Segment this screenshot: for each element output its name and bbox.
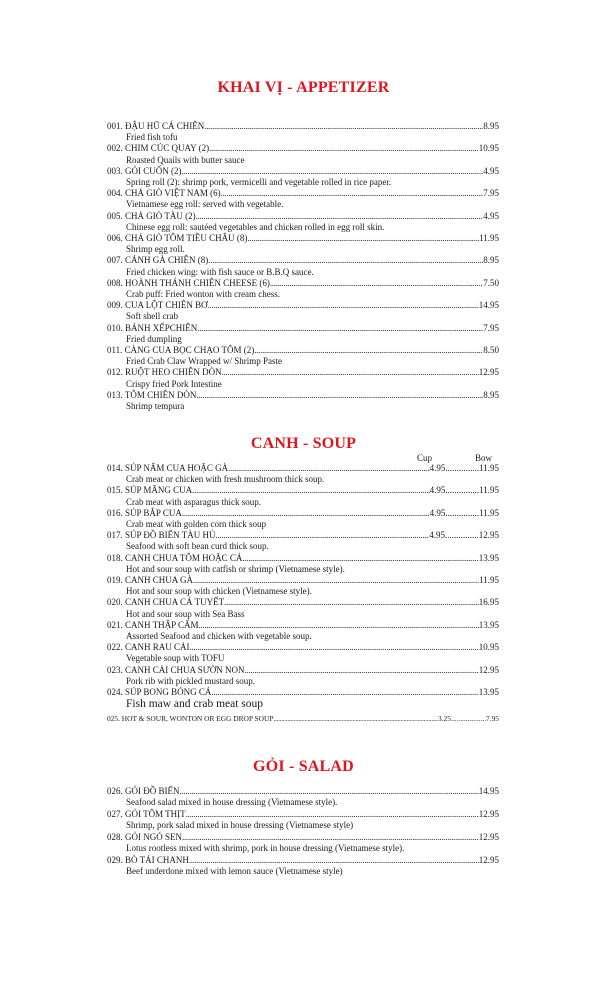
appetizer-item bbox=[107, 367, 499, 389]
menu-item-line bbox=[107, 642, 499, 653]
menu-item-price: 12.95 bbox=[478, 832, 499, 842]
menu-item-name: 012. RUỘT HEO CHIÊN DÒN bbox=[107, 367, 222, 378]
menu-item-name: 018. CANH CHUA TÔM HOẶC CÁ bbox=[107, 552, 243, 563]
menu-item-price: 12.95 bbox=[478, 664, 499, 675]
menu-item-description: Lotus rootless mixed with shrimp, pork in house dressing (Vietnamese style). bbox=[126, 843, 405, 854]
dot-leader bbox=[204, 121, 483, 132]
menu-item-price: 8.95 bbox=[483, 255, 499, 266]
menu-item-name: 005. CHẢ GIÒ TÀU (2) bbox=[107, 210, 196, 221]
menu-item-name: 001. ĐẬU HŨ CÁ CHIÊN bbox=[107, 121, 205, 131]
menu-item-line bbox=[107, 713, 499, 724]
dot-leader bbox=[180, 786, 479, 797]
menu-item-line bbox=[107, 786, 499, 797]
menu-item-price: 12.95 bbox=[478, 367, 499, 378]
menu-item-line bbox=[107, 188, 499, 199]
soup-item bbox=[107, 463, 499, 485]
menu-item-price: 4.95...............12.95 bbox=[429, 530, 499, 541]
menu-item-line bbox=[107, 323, 499, 334]
dot-leader bbox=[211, 687, 478, 698]
menu-item-description: Hot and sour soup with chicken (Vietnamese style). bbox=[126, 586, 312, 597]
dot-leader bbox=[254, 345, 483, 356]
menu-item-description: Crab meat with golden corn thick soup bbox=[126, 519, 266, 530]
menu-item-name: 011. CÀNG CUA BỌC CHẠO TÔM (2) bbox=[107, 345, 255, 356]
menu-item-line bbox=[107, 809, 499, 820]
appetizer-list bbox=[107, 121, 499, 412]
menu-item-name: 006. CHẢ GIÒ TÔM TIỀU CHÂU (8) bbox=[107, 233, 248, 244]
menu-item-line bbox=[107, 233, 499, 244]
dot-leader bbox=[199, 620, 479, 631]
menu-item-description: Crab meat or chicken with fresh mushroom thick soup. bbox=[126, 474, 325, 485]
dot-leader bbox=[192, 485, 429, 496]
menu-item-price: 4.95...............11.95 bbox=[429, 463, 499, 473]
menu-item-line bbox=[107, 143, 499, 154]
menu-item-line bbox=[107, 687, 499, 698]
menu-item-price: 11.95 bbox=[479, 575, 499, 586]
soup-item bbox=[107, 597, 499, 619]
dot-leader bbox=[209, 143, 479, 154]
appetizer-item bbox=[107, 390, 499, 412]
menu-item-name: 021. CANH THẬP CẨM bbox=[107, 619, 199, 630]
menu-item-description: Pork rib with pickled mustard soup. bbox=[126, 675, 255, 686]
menu-item-line bbox=[107, 508, 499, 519]
menu-item-line bbox=[107, 463, 499, 474]
menu-item-name: 010. BÁNH XẾPCHIÊN bbox=[107, 322, 198, 333]
menu-item-line bbox=[107, 166, 499, 177]
menu-item-description: Hot and sour soup with catfish or shrimp (Vietnamese style). bbox=[126, 563, 345, 574]
menu-item-price: 4.95 bbox=[483, 165, 499, 176]
appetizer-item bbox=[107, 211, 499, 233]
dot-leader bbox=[208, 255, 483, 266]
appetizer-item bbox=[107, 143, 499, 165]
dot-leader bbox=[182, 832, 479, 843]
menu-item-line bbox=[107, 855, 499, 866]
menu-item-price: 16.95 bbox=[478, 597, 499, 608]
menu-item-description: Vietnamese egg roll: served with vegetable. bbox=[126, 199, 284, 210]
menu-item-description: Crab puff: Fried wonton with cream chess. bbox=[126, 289, 281, 300]
menu-item-description: Beef underdone mixed with lemon sauce (Vietnamese style) bbox=[126, 866, 343, 877]
dot-leader bbox=[273, 713, 438, 724]
dot-leader bbox=[196, 211, 484, 222]
menu-item-price: 13.95 bbox=[478, 552, 499, 563]
menu-item-line bbox=[107, 255, 499, 266]
menu-item-name: 003. GỎI CUỐN (2) bbox=[107, 165, 182, 176]
soup-item bbox=[107, 687, 499, 711]
dot-leader bbox=[186, 809, 479, 820]
menu-item-description: Assorted Seafood and chicken with vegetable soup. bbox=[126, 631, 312, 642]
menu-item-description: Crab meat with asparagus thick soup. bbox=[126, 496, 261, 507]
menu-item-price: 7.50 bbox=[483, 277, 499, 288]
soup-item bbox=[107, 642, 499, 664]
menu-item-name: 004. CHẢ GIÒ VIỆT NAM (6) bbox=[107, 188, 221, 199]
menu-item-line bbox=[107, 345, 499, 356]
salad-item bbox=[107, 809, 499, 831]
menu-item-price: 8.50 bbox=[483, 345, 499, 356]
dot-leader bbox=[197, 323, 483, 334]
dot-leader bbox=[193, 575, 479, 586]
menu-item-price: 12.95 bbox=[478, 809, 499, 819]
dot-leader bbox=[182, 508, 430, 519]
menu-item-price: 10.95 bbox=[478, 143, 499, 154]
menu-item-line bbox=[107, 665, 499, 676]
soup-item bbox=[107, 713, 499, 724]
menu-item-price: 7.95 bbox=[483, 322, 499, 333]
menu-item-name: 023. CANH CẢI CHUA SƯỜN NON bbox=[107, 664, 245, 675]
menu-item-description: Chinese egg roll: sautéed vegetables and chicken rolled in egg roll skin. bbox=[126, 221, 385, 232]
menu-item-price: 8.95 bbox=[483, 121, 499, 131]
dot-leader bbox=[189, 855, 479, 866]
menu-item-description: Fried dumpling bbox=[126, 333, 182, 344]
soup-heading: CANH - SOUP bbox=[250, 435, 357, 452]
menu-item-line bbox=[107, 832, 499, 843]
menu-item-name: 020. CANH CHUA CÁ TUYẾT bbox=[107, 597, 225, 608]
menu-item-name: 028. GỎI NGÓ SEN bbox=[107, 832, 182, 842]
menu-item-description: Spring roll (2): shrimp pork, vermicelli and vegetable rolled in rice paper. bbox=[126, 177, 392, 188]
menu-item-line bbox=[107, 485, 499, 496]
soup-item bbox=[107, 575, 499, 597]
menu-item-name: 002. CHIM CÚC QUAY (2) bbox=[107, 143, 210, 154]
dot-leader bbox=[221, 188, 484, 199]
menu-item-price: 4.95 bbox=[483, 210, 499, 221]
menu-item-description: Shrimp egg roll. bbox=[126, 244, 185, 255]
salad-item bbox=[107, 855, 499, 877]
dot-leader bbox=[182, 166, 484, 177]
menu-item-name: 029. BÒ TÁI CHANH bbox=[107, 855, 189, 865]
menu-item-name: 019. CANH CHUA GÀ bbox=[107, 575, 194, 586]
dot-leader bbox=[242, 553, 478, 564]
dot-leader bbox=[245, 665, 479, 676]
cup-column-header: Cup bbox=[417, 453, 433, 463]
menu-item-description: Fried fish tofu bbox=[126, 132, 178, 143]
menu-item-description: Seafood salad mixed in house dressing (Vietnamese style). bbox=[126, 797, 338, 808]
menu-item-price: 11.95 bbox=[479, 233, 499, 244]
dot-leader bbox=[196, 390, 483, 401]
menu-item-description: Crispy fried Pork Intestine bbox=[126, 378, 222, 389]
menu-item-price: 14.95 bbox=[478, 300, 499, 311]
soup-item bbox=[107, 530, 499, 552]
soup-item bbox=[107, 665, 499, 687]
menu-item-price: 10.95 bbox=[478, 642, 499, 653]
menu-item-name: 022. CANH RAU CẢI bbox=[107, 642, 190, 653]
menu-item-line bbox=[107, 575, 499, 586]
menu-item-name: 014. SÚP NẤM CUA HOẶC GÀ bbox=[107, 463, 229, 473]
menu-item-description: Fried chicken wing: with fish sauce or B.B.Q sauce. bbox=[126, 266, 314, 277]
menu-item-line bbox=[107, 530, 499, 541]
menu-item-description: Fish maw and crab meat soup bbox=[126, 698, 264, 711]
menu-item-description: Soft shell crab bbox=[126, 311, 178, 322]
dot-leader bbox=[222, 367, 479, 378]
menu-item-line bbox=[107, 553, 499, 564]
appetizer-item bbox=[107, 166, 499, 188]
dot-leader bbox=[224, 597, 479, 608]
menu-item-name: 009. CUA LỘT CHIÊN BƠ bbox=[107, 300, 208, 311]
salad-item bbox=[107, 832, 499, 854]
soup-item bbox=[107, 485, 499, 507]
menu-item-price: 4.95...............11.95 bbox=[429, 507, 499, 518]
appetizer-item bbox=[107, 188, 499, 210]
menu-item-line bbox=[107, 597, 499, 608]
menu-item-description: Vegetable soup with TOFU bbox=[126, 653, 225, 664]
menu-item-line bbox=[107, 390, 499, 401]
salad-heading: GỎI - SALAD bbox=[253, 758, 354, 775]
menu-item-price: 14.95 bbox=[478, 786, 499, 796]
menu-item-price: 3.25...................7.95 bbox=[438, 714, 499, 724]
dot-leader bbox=[216, 530, 430, 541]
salad-list bbox=[107, 786, 499, 878]
menu-item-name: 013. TÔM CHIÊN DÒN bbox=[107, 389, 197, 400]
appetizer-item bbox=[107, 323, 499, 345]
appetizer-item bbox=[107, 255, 499, 277]
soup-item bbox=[107, 508, 499, 530]
menu-item-line bbox=[107, 121, 499, 132]
dot-leader bbox=[270, 278, 483, 289]
menu-item-line bbox=[107, 278, 499, 289]
dot-leader bbox=[190, 642, 479, 653]
menu-item-name: 026. GỎI ĐỒ BIỂN bbox=[107, 786, 180, 796]
menu-item-name: 025. HOT & SOUR, WONTON OR EGG DROP SOUP bbox=[107, 714, 274, 724]
soup-item bbox=[107, 553, 499, 575]
dot-leader bbox=[208, 300, 479, 311]
menu-item-name: 007. CÁNH GÀ CHIÊN (8) bbox=[107, 255, 209, 266]
menu-item-line bbox=[107, 300, 499, 311]
dot-leader bbox=[228, 463, 429, 474]
menu-item-name: 027. GỎI TÔM THỊT bbox=[107, 809, 186, 819]
menu-item-name: 016. SÚP BẮP CUA bbox=[107, 507, 182, 518]
menu-item-description: Seafood with soft bean curd thick soup. bbox=[126, 541, 269, 552]
menu-item-price: 8.95 bbox=[483, 389, 499, 400]
menu-item-name: 017. SÚP ĐỒ BIỂN TÀU HỦ bbox=[107, 530, 216, 541]
menu-item-description: Fried Crab Claw Wrapped w/ Shrimp Paste bbox=[126, 356, 282, 367]
dot-leader bbox=[247, 233, 479, 244]
appetizer-item bbox=[107, 300, 499, 322]
menu-item-description: Shrimp, pork salad mixed in house dressing (Vietnamese style) bbox=[126, 820, 354, 831]
menu-item-name: 008. HOÀNH THÁNH CHIÊN CHEESE (6) bbox=[107, 277, 270, 288]
menu-item-line bbox=[107, 211, 499, 222]
menu-item-line bbox=[107, 367, 499, 378]
menu-item-line bbox=[107, 620, 499, 631]
soup-list bbox=[107, 463, 499, 724]
soup-item bbox=[107, 620, 499, 642]
menu-item-price: 13.95 bbox=[478, 619, 499, 630]
menu-item-price: 4.95...............11.95 bbox=[429, 485, 499, 496]
appetizer-item bbox=[107, 345, 499, 367]
menu-item-description: Shrimp tempura bbox=[126, 401, 185, 412]
appetizer-item bbox=[107, 233, 499, 255]
menu-item-price: 13.95 bbox=[478, 687, 499, 698]
bowl-column-header: Bow bbox=[475, 453, 493, 463]
menu-item-name: 015. SÚP MĂNG CUA bbox=[107, 485, 193, 496]
appetizer-item bbox=[107, 121, 499, 143]
appetizer-heading: KHAI VỊ - APPETIZER bbox=[217, 79, 390, 96]
menu-item-name: 024. SÚP BONG BÓNG CÁ bbox=[107, 687, 212, 698]
salad-item bbox=[107, 786, 499, 808]
menu-item-price: 7.95 bbox=[483, 188, 499, 199]
menu-item-description: Hot and sour soup with Sea Bass bbox=[126, 608, 245, 619]
menu-item-price: 12.95 bbox=[478, 855, 499, 865]
appetizer-item bbox=[107, 278, 499, 300]
menu-item-description: Roasted Quails with butter sauce bbox=[126, 154, 245, 165]
